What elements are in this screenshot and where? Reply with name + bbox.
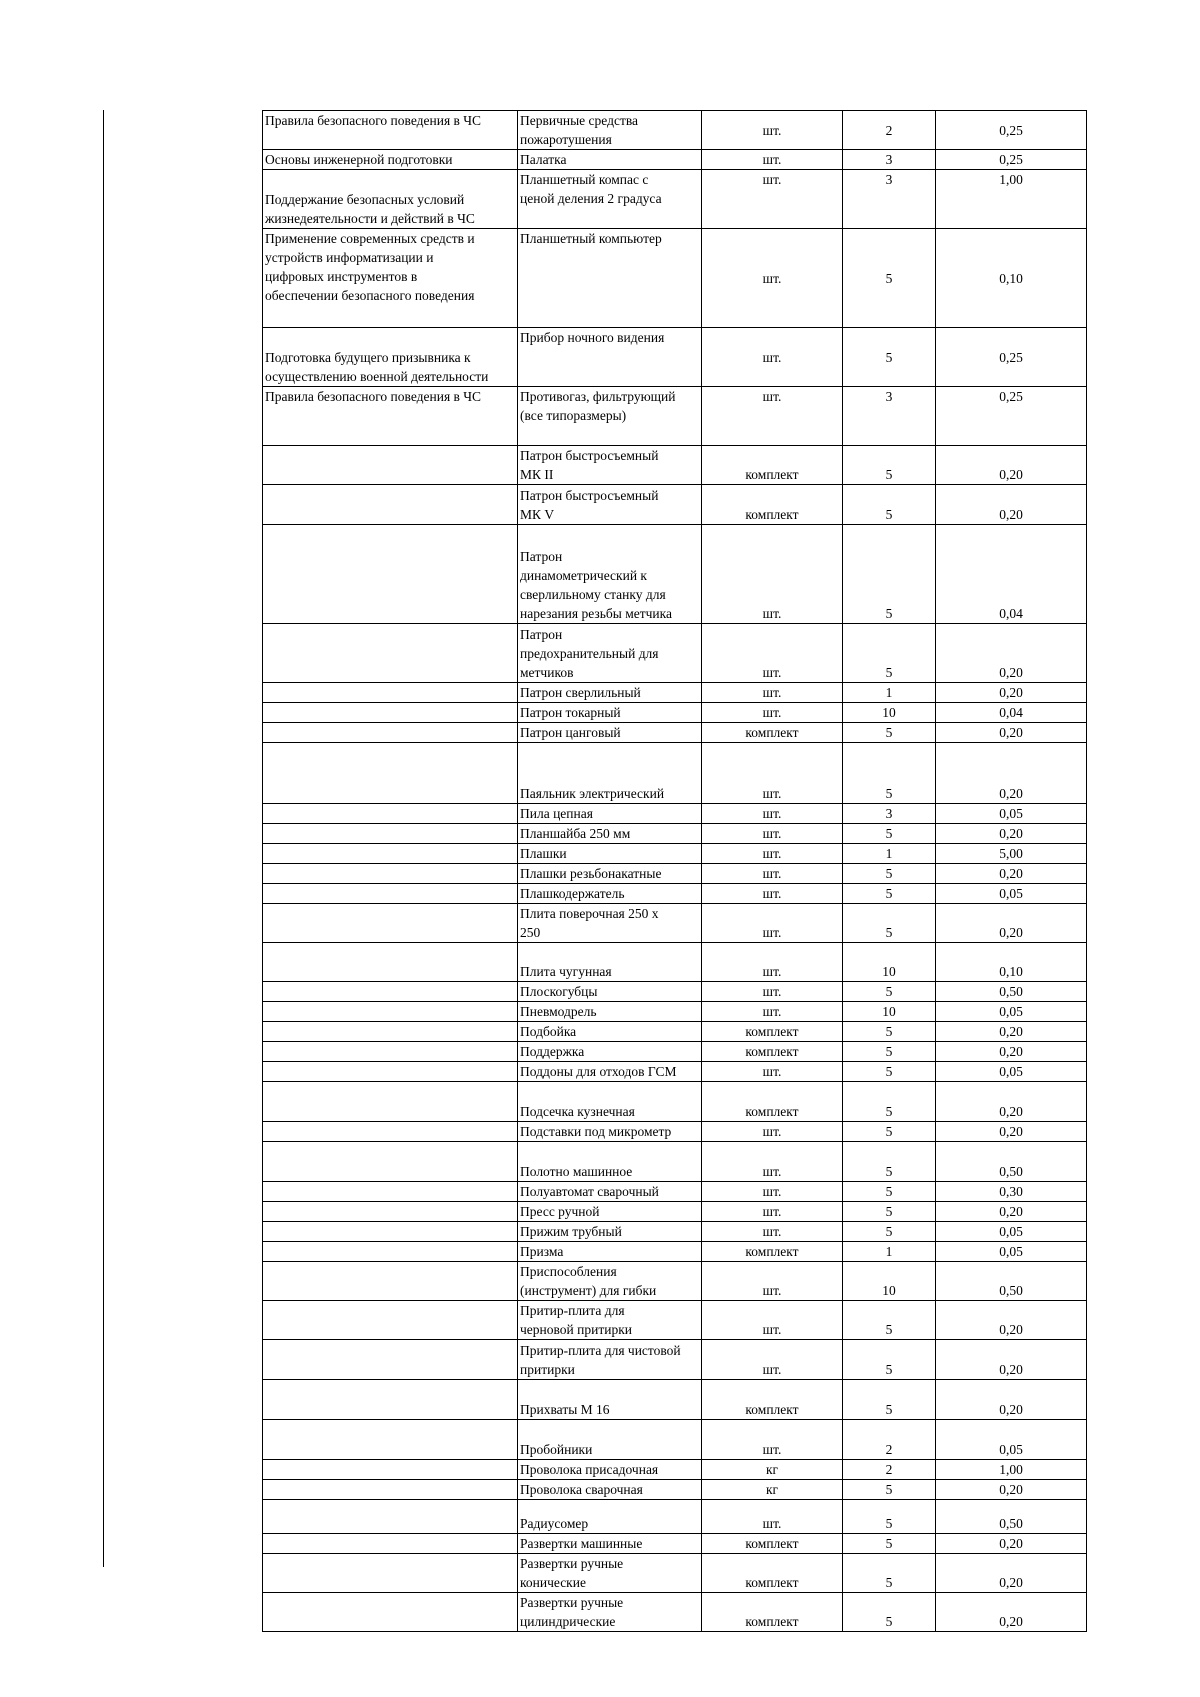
section-cell: Подготовка будущего призывника к осуществлению военной деятельности bbox=[263, 328, 518, 387]
table-row bbox=[263, 1022, 1087, 1042]
qty-cell: 5 bbox=[843, 1500, 936, 1534]
norm-cell: 0,20 bbox=[936, 1480, 1087, 1500]
norm-cell: 0,20 bbox=[936, 485, 1087, 525]
qty-cell: 5 bbox=[843, 525, 936, 624]
qty-cell: 1 bbox=[843, 844, 936, 864]
norm-cell: 0,05 bbox=[936, 1002, 1087, 1022]
norm-cell: 0,25 bbox=[936, 387, 1087, 446]
section-cell bbox=[263, 1480, 518, 1500]
unit-cell: кг bbox=[702, 1460, 843, 1480]
unit-cell: комплект bbox=[702, 1593, 843, 1632]
unit-cell: шт. bbox=[702, 804, 843, 824]
section-cell bbox=[263, 1182, 518, 1202]
unit-cell: комплект bbox=[702, 1554, 843, 1593]
section-cell: Основы инженерной подготовки bbox=[263, 150, 518, 170]
qty-cell: 5 bbox=[843, 624, 936, 683]
norm-cell: 0,04 bbox=[936, 703, 1087, 723]
unit-cell: шт. bbox=[702, 1340, 843, 1380]
table-row bbox=[263, 485, 1087, 525]
item-name-cell: Подставки под микрометр bbox=[518, 1122, 702, 1142]
item-name-cell: Подбойка bbox=[518, 1022, 702, 1042]
table-row bbox=[263, 1042, 1087, 1062]
norm-cell: 0,20 bbox=[936, 683, 1087, 703]
item-name-cell: Планшайба 250 мм bbox=[518, 824, 702, 844]
qty-cell: 5 bbox=[843, 1142, 936, 1182]
item-name-cell: Полуавтомат сварочный bbox=[518, 1182, 702, 1202]
unit-cell: комплект bbox=[702, 1082, 843, 1122]
table-row bbox=[263, 943, 1087, 982]
inventory-table bbox=[262, 110, 1087, 1632]
item-name-cell: Пневмодрель bbox=[518, 1002, 702, 1022]
item-name-cell: Плашкодержатель bbox=[518, 884, 702, 904]
norm-cell: 0,05 bbox=[936, 804, 1087, 824]
section-cell bbox=[263, 1420, 518, 1460]
norm-cell: 0,20 bbox=[936, 904, 1087, 943]
norm-cell: 0,20 bbox=[936, 824, 1087, 844]
table-row bbox=[263, 1062, 1087, 1082]
norm-cell: 0,20 bbox=[936, 1340, 1087, 1380]
qty-cell: 2 bbox=[843, 111, 936, 150]
unit-cell: шт. bbox=[702, 844, 843, 864]
norm-cell: 0,50 bbox=[936, 1142, 1087, 1182]
norm-cell: 0,50 bbox=[936, 982, 1087, 1002]
qty-cell: 10 bbox=[843, 1262, 936, 1301]
qty-cell: 5 bbox=[843, 1554, 936, 1593]
qty-cell: 5 bbox=[843, 1301, 936, 1340]
item-name-cell: Планшетный компьютер bbox=[518, 229, 702, 328]
item-name-cell: Плита чугунная bbox=[518, 943, 702, 982]
item-name-cell: Поддоны для отходов ГСМ bbox=[518, 1062, 702, 1082]
qty-cell: 1 bbox=[843, 1242, 936, 1262]
item-name-cell: Прижим трубный bbox=[518, 1222, 702, 1242]
table-row bbox=[263, 904, 1087, 943]
section-cell bbox=[263, 446, 518, 485]
table-row bbox=[263, 683, 1087, 703]
item-name-cell: Паяльник электрический bbox=[518, 743, 702, 804]
qty-cell: 5 bbox=[843, 1022, 936, 1042]
qty-cell: 10 bbox=[843, 943, 936, 982]
norm-cell: 0,20 bbox=[936, 1593, 1087, 1632]
section-cell bbox=[263, 1022, 518, 1042]
item-name-cell: Патрон предохранительный для метчиков bbox=[518, 624, 702, 683]
table-row bbox=[263, 1500, 1087, 1534]
norm-cell: 0,20 bbox=[936, 743, 1087, 804]
item-name-cell: Противогаз, фильтрующий (все типоразмеры) bbox=[518, 387, 702, 446]
table-row bbox=[263, 1420, 1087, 1460]
item-name-cell: Подсечка кузнечная bbox=[518, 1082, 702, 1122]
norm-cell: 0,20 bbox=[936, 1082, 1087, 1122]
norm-cell: 0,50 bbox=[936, 1500, 1087, 1534]
qty-cell: 5 bbox=[843, 485, 936, 525]
table-row bbox=[263, 804, 1087, 824]
norm-cell: 0,05 bbox=[936, 1062, 1087, 1082]
section-cell bbox=[263, 525, 518, 624]
table-row bbox=[263, 1301, 1087, 1340]
table-row bbox=[263, 624, 1087, 683]
norm-cell: 0,20 bbox=[936, 1534, 1087, 1554]
norm-cell: 0,20 bbox=[936, 723, 1087, 743]
section-cell bbox=[263, 804, 518, 824]
item-name-cell: Плашки bbox=[518, 844, 702, 864]
section-cell bbox=[263, 1082, 518, 1122]
unit-cell: комплект bbox=[702, 1042, 843, 1062]
norm-cell: 0,20 bbox=[936, 1554, 1087, 1593]
item-name-cell: Притир-плита для чистовой притирки bbox=[518, 1340, 702, 1380]
item-name-cell: Прихваты М 16 bbox=[518, 1380, 702, 1420]
section-cell bbox=[263, 1301, 518, 1340]
item-name-cell: Притир-плита для черновой притирки bbox=[518, 1301, 702, 1340]
norm-cell: 0,05 bbox=[936, 1420, 1087, 1460]
qty-cell: 5 bbox=[843, 1593, 936, 1632]
unit-cell: комплект bbox=[702, 723, 843, 743]
table-row bbox=[263, 864, 1087, 884]
norm-cell: 0,20 bbox=[936, 1042, 1087, 1062]
item-name-cell: Патрон цанговый bbox=[518, 723, 702, 743]
item-name-cell: Проволока сварочная bbox=[518, 1480, 702, 1500]
table-row bbox=[263, 1340, 1087, 1380]
item-name-cell: Пила цепная bbox=[518, 804, 702, 824]
table-row bbox=[263, 150, 1087, 170]
table-row bbox=[263, 111, 1087, 150]
unit-cell: шт. bbox=[702, 328, 843, 387]
unit-cell: шт. bbox=[702, 864, 843, 884]
section-cell bbox=[263, 1460, 518, 1480]
table-row bbox=[263, 1222, 1087, 1242]
norm-cell: 0,20 bbox=[936, 1202, 1087, 1222]
item-name-cell: Поддержка bbox=[518, 1042, 702, 1062]
section-cell bbox=[263, 1222, 518, 1242]
unit-cell: комплект bbox=[702, 1534, 843, 1554]
table-row bbox=[263, 525, 1087, 624]
unit-cell: шт. bbox=[702, 525, 843, 624]
section-cell bbox=[263, 1500, 518, 1534]
norm-cell: 0,05 bbox=[936, 1222, 1087, 1242]
section-cell bbox=[263, 485, 518, 525]
section-cell bbox=[263, 1122, 518, 1142]
norm-cell: 0,10 bbox=[936, 943, 1087, 982]
item-name-cell: Призма bbox=[518, 1242, 702, 1262]
item-name-cell: Развертки машинные bbox=[518, 1534, 702, 1554]
qty-cell: 3 bbox=[843, 170, 936, 229]
section-cell bbox=[263, 743, 518, 804]
section-cell bbox=[263, 824, 518, 844]
unit-cell: шт. bbox=[702, 1142, 843, 1182]
item-name-cell: Патрон токарный bbox=[518, 703, 702, 723]
qty-cell: 5 bbox=[843, 982, 936, 1002]
qty-cell: 3 bbox=[843, 150, 936, 170]
norm-cell: 0,20 bbox=[936, 1301, 1087, 1340]
section-cell: Применение современных средств и устройств информатизации и цифровых инструментов в обеспечении безопасного поведения bbox=[263, 229, 518, 328]
qty-cell: 5 bbox=[843, 723, 936, 743]
unit-cell: шт. bbox=[702, 1301, 843, 1340]
unit-cell: шт. bbox=[702, 743, 843, 804]
table-row bbox=[263, 1242, 1087, 1262]
norm-cell: 0,25 bbox=[936, 328, 1087, 387]
qty-cell: 5 bbox=[843, 864, 936, 884]
section-cell bbox=[263, 1554, 518, 1593]
section-cell bbox=[263, 1202, 518, 1222]
norm-cell: 0,50 bbox=[936, 1262, 1087, 1301]
norm-cell: 0,20 bbox=[936, 624, 1087, 683]
item-name-cell: Патрон быстросъемный МК II bbox=[518, 446, 702, 485]
unit-cell: шт. bbox=[702, 1262, 843, 1301]
section-cell: Правила безопасного поведения в ЧС bbox=[263, 387, 518, 446]
section-cell bbox=[263, 864, 518, 884]
item-name-cell: Планшетный компас с ценой деления 2 градуса bbox=[518, 170, 702, 229]
item-name-cell: Полотно машинное bbox=[518, 1142, 702, 1182]
section-cell bbox=[263, 943, 518, 982]
section-cell bbox=[263, 1042, 518, 1062]
section-cell bbox=[263, 844, 518, 864]
qty-cell: 5 bbox=[843, 1122, 936, 1142]
table-row bbox=[263, 1554, 1087, 1593]
item-name-cell: Приспособления (инструмент) для гибки bbox=[518, 1262, 702, 1301]
section-cell bbox=[263, 982, 518, 1002]
qty-cell: 5 bbox=[843, 1202, 936, 1222]
norm-cell: 1,00 bbox=[936, 170, 1087, 229]
section-cell bbox=[263, 683, 518, 703]
unit-cell: шт. bbox=[702, 943, 843, 982]
qty-cell: 5 bbox=[843, 1062, 936, 1082]
item-name-cell: Плоскогубцы bbox=[518, 982, 702, 1002]
unit-cell: шт. bbox=[702, 982, 843, 1002]
section-cell bbox=[263, 703, 518, 723]
qty-cell: 5 bbox=[843, 446, 936, 485]
norm-cell: 0,30 bbox=[936, 1182, 1087, 1202]
table-row bbox=[263, 1202, 1087, 1222]
section-cell bbox=[263, 1593, 518, 1632]
section-cell bbox=[263, 1062, 518, 1082]
section-cell bbox=[263, 1242, 518, 1262]
unit-cell: шт. bbox=[702, 1002, 843, 1022]
item-name-cell: Патрон динамометрический к сверлильному станку для нарезания резьбы метчика bbox=[518, 525, 702, 624]
item-name-cell: Патрон быстросъемный МК V bbox=[518, 485, 702, 525]
unit-cell: шт. bbox=[702, 150, 843, 170]
unit-cell: шт. bbox=[702, 703, 843, 723]
unit-cell: шт. bbox=[702, 683, 843, 703]
section-cell: Правила безопасного поведения в ЧС bbox=[263, 111, 518, 150]
norm-cell: 0,20 bbox=[936, 1022, 1087, 1042]
item-name-cell: Проволока присадочная bbox=[518, 1460, 702, 1480]
qty-cell: 5 bbox=[843, 884, 936, 904]
norm-cell: 0,05 bbox=[936, 884, 1087, 904]
table-row bbox=[263, 170, 1087, 229]
table-row bbox=[263, 1002, 1087, 1022]
norm-cell: 0,20 bbox=[936, 864, 1087, 884]
table-row bbox=[263, 824, 1087, 844]
norm-cell: 0,05 bbox=[936, 1242, 1087, 1262]
norm-cell: 0,04 bbox=[936, 525, 1087, 624]
qty-cell: 5 bbox=[843, 229, 936, 328]
section-cell bbox=[263, 1534, 518, 1554]
section-cell bbox=[263, 624, 518, 683]
unit-cell: шт. bbox=[702, 884, 843, 904]
item-name-cell: Палатка bbox=[518, 150, 702, 170]
item-name-cell: Прибор ночного видения bbox=[518, 328, 702, 387]
table-row bbox=[263, 446, 1087, 485]
table-row bbox=[263, 703, 1087, 723]
unit-cell: шт. bbox=[702, 1500, 843, 1534]
unit-cell: шт. bbox=[702, 111, 843, 150]
table-row bbox=[263, 1480, 1087, 1500]
unit-cell: шт. bbox=[702, 387, 843, 446]
item-name-cell: Пресс ручной bbox=[518, 1202, 702, 1222]
item-name-cell: Плашки резьбонакатные bbox=[518, 864, 702, 884]
norm-cell: 5,00 bbox=[936, 844, 1087, 864]
item-name-cell: Радиусомер bbox=[518, 1500, 702, 1534]
unit-cell: шт. bbox=[702, 1420, 843, 1460]
table-row bbox=[263, 982, 1087, 1002]
qty-cell: 5 bbox=[843, 1480, 936, 1500]
table-row bbox=[263, 743, 1087, 804]
item-name-cell: Развертки ручные цилиндрические bbox=[518, 1593, 702, 1632]
unit-cell: шт. bbox=[702, 904, 843, 943]
norm-cell: 0,25 bbox=[936, 150, 1087, 170]
qty-cell: 5 bbox=[843, 824, 936, 844]
section-cell bbox=[263, 904, 518, 943]
table-row bbox=[263, 884, 1087, 904]
norm-cell: 0,20 bbox=[936, 1380, 1087, 1420]
inventory-table-body bbox=[263, 111, 1087, 1632]
qty-cell: 5 bbox=[843, 1082, 936, 1122]
section-cell bbox=[263, 1262, 518, 1301]
unit-cell: шт. bbox=[702, 1182, 843, 1202]
table-row bbox=[263, 387, 1087, 446]
qty-cell: 10 bbox=[843, 1002, 936, 1022]
section-cell: Поддержание безопасных условий жизнедеятельности и действий в ЧС bbox=[263, 170, 518, 229]
qty-cell: 3 bbox=[843, 387, 936, 446]
qty-cell: 5 bbox=[843, 1222, 936, 1242]
unit-cell: комплект bbox=[702, 485, 843, 525]
item-name-cell: Первичные средства пожаротушения bbox=[518, 111, 702, 150]
norm-cell: 0,20 bbox=[936, 1122, 1087, 1142]
unit-cell: комплект bbox=[702, 1022, 843, 1042]
table-row bbox=[263, 1534, 1087, 1554]
unit-cell: кг bbox=[702, 1480, 843, 1500]
table-row bbox=[263, 1122, 1087, 1142]
table-row bbox=[263, 723, 1087, 743]
item-name-cell: Развертки ручные конические bbox=[518, 1554, 702, 1593]
qty-cell: 3 bbox=[843, 804, 936, 824]
qty-cell: 5 bbox=[843, 1534, 936, 1554]
table-row bbox=[263, 1380, 1087, 1420]
qty-cell: 2 bbox=[843, 1420, 936, 1460]
item-name-cell: Пробойники bbox=[518, 1420, 702, 1460]
qty-cell: 10 bbox=[843, 703, 936, 723]
norm-cell: 0,10 bbox=[936, 229, 1087, 328]
section-cell bbox=[263, 1340, 518, 1380]
norm-cell: 1,00 bbox=[936, 1460, 1087, 1480]
unit-cell: шт. bbox=[702, 1062, 843, 1082]
section-cell bbox=[263, 1380, 518, 1420]
table-row bbox=[263, 1182, 1087, 1202]
qty-cell: 2 bbox=[843, 1460, 936, 1480]
unit-cell: шт. bbox=[702, 824, 843, 844]
unit-cell: комплект bbox=[702, 1242, 843, 1262]
qty-cell: 1 bbox=[843, 683, 936, 703]
qty-cell: 5 bbox=[843, 1182, 936, 1202]
table-row bbox=[263, 1082, 1087, 1122]
table-row bbox=[263, 328, 1087, 387]
norm-cell: 0,20 bbox=[936, 446, 1087, 485]
table-row bbox=[263, 229, 1087, 328]
unit-cell: шт. bbox=[702, 170, 843, 229]
unit-cell: шт. bbox=[702, 1122, 843, 1142]
unit-cell: комплект bbox=[702, 1380, 843, 1420]
qty-cell: 5 bbox=[843, 1042, 936, 1062]
section-cell bbox=[263, 1142, 518, 1182]
section-cell bbox=[263, 884, 518, 904]
table-row bbox=[263, 1460, 1087, 1480]
qty-cell: 5 bbox=[843, 1340, 936, 1380]
left-margin-rule bbox=[103, 110, 104, 1567]
unit-cell: шт. bbox=[702, 1202, 843, 1222]
table-row bbox=[263, 844, 1087, 864]
qty-cell: 5 bbox=[843, 743, 936, 804]
qty-cell: 5 bbox=[843, 1380, 936, 1420]
norm-cell: 0,25 bbox=[936, 111, 1087, 150]
item-name-cell: Патрон сверлильный bbox=[518, 683, 702, 703]
qty-cell: 5 bbox=[843, 904, 936, 943]
unit-cell: шт. bbox=[702, 1222, 843, 1242]
section-cell bbox=[263, 723, 518, 743]
qty-cell: 5 bbox=[843, 328, 936, 387]
item-name-cell: Плита поверочная 250 х 250 bbox=[518, 904, 702, 943]
table-row bbox=[263, 1142, 1087, 1182]
unit-cell: шт. bbox=[702, 229, 843, 328]
unit-cell: шт. bbox=[702, 624, 843, 683]
table-row bbox=[263, 1262, 1087, 1301]
table-row bbox=[263, 1593, 1087, 1632]
unit-cell: комплект bbox=[702, 446, 843, 485]
section-cell bbox=[263, 1002, 518, 1022]
